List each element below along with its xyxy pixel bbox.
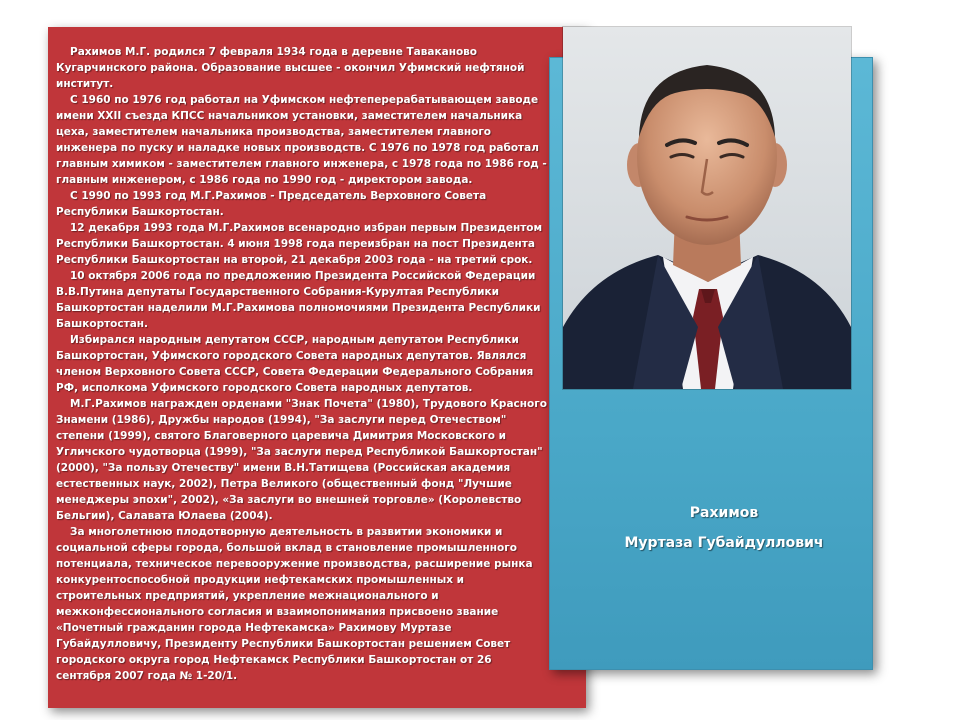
- person-given-name: Муртаза Губайдуллович: [624, 535, 824, 551]
- bio-paragraph: За многолетнюю плодотворную деятельность в развитии экономики и социальной сферы города, большой вклад в становление промышленного потенциала, техническое перевооружение производства, расширение рынка конкурентоспособной продукции нефтекамских промышленных и строительных предприятий, укрепление межнационального и межконфессионального согласия и взаимопонимания присвоено звание «Почетный гражданин города Нефтекамска» Рахимову Муртазе Губайдулловичу, Президенту Республики Башкортостан решением Совет городского округа город Нефтекамск Республики Башкортостан от 26 сентября 2007 года № 1-20/1.: [56, 526, 533, 682]
- bio-paragraph: Избирался народным депутатом СССР, народным депутатом Республики Башкортостан, Уфимского городского Совета народных депутатов. Являлся членом Верховного Совета СССР, Совета Федерации Федерального Собрания РФ, исполкома Уфимского городского Совета народных депутатов.: [56, 334, 534, 394]
- portrait-photo: [563, 27, 851, 389]
- bio-paragraph: С 1990 по 1993 год М.Г.Рахимов - Председатель Верховного Совета Республики Башкортостан.: [56, 190, 487, 218]
- bio-paragraph: С 1960 по 1976 год работал на Уфимском нефтеперерабатывающем заводе имени XXII съезда КПСС начальником установки, заместителем начальника цеха, заместителем начальника производства, заместителем главного инженера по пуску и наладке новых производств. С 1976 по 1978 год работал главным химиком - заместителем главного инженера, с 1978 года по 1986 год - главным инженером, с 1986 года по 1990 год - директором завода.: [56, 94, 547, 186]
- person-surname: Рахимов: [689, 505, 759, 521]
- bio-paragraph: М.Г.Рахимов награжден орденами "Знак Почета" (1980), Трудового Красного Знамени (1986), Дружбы народов (1994), "За заслуги перед Отечеством" степени (1999), святого Благоверного царевича Димитрия Московского и Угличского чудотворца (1999), "За заслуги перед Республикой Башкортостан" (2000), "За пользу Отечеству" имени В.Н.Татищева (Российская академия естественных наук, 2002), Петра Великого (общественный фонд "Лучшие менеджеры эпохи", 2002), «За заслуги во внешней торговле» (Королевство Бельгии), Салавата Юлаева (2004).: [56, 398, 547, 522]
- biography-text: [56, 44, 550, 684]
- bio-paragraph: 10 октября 2006 года по предложению Президента Российской Федерации В.В.Путина депутаты Государственного Собрания-Курултая Республики Башкортостан наделили М.Г.Рахимова полномочиями Президента Республики Башкортостан.: [56, 270, 541, 330]
- portrait-illustration: [563, 27, 851, 389]
- portrait-caption: [563, 498, 885, 558]
- bio-paragraph: Рахимов М.Г. родился 7 февраля 1934 года в деревне Таваканово Кугарчинского района. Образование высшее - окончил Уфимский нефтяной институт.: [56, 46, 525, 90]
- bio-paragraph: 12 декабря 1993 года М.Г.Рахимов всенародно избран первым Президентом Республики Башкортостан. 4 июня 1998 года переизбран на пост Президента Республики Башкортостан на второй, 21 декабря 2003 года - на третий срок.: [56, 222, 543, 266]
